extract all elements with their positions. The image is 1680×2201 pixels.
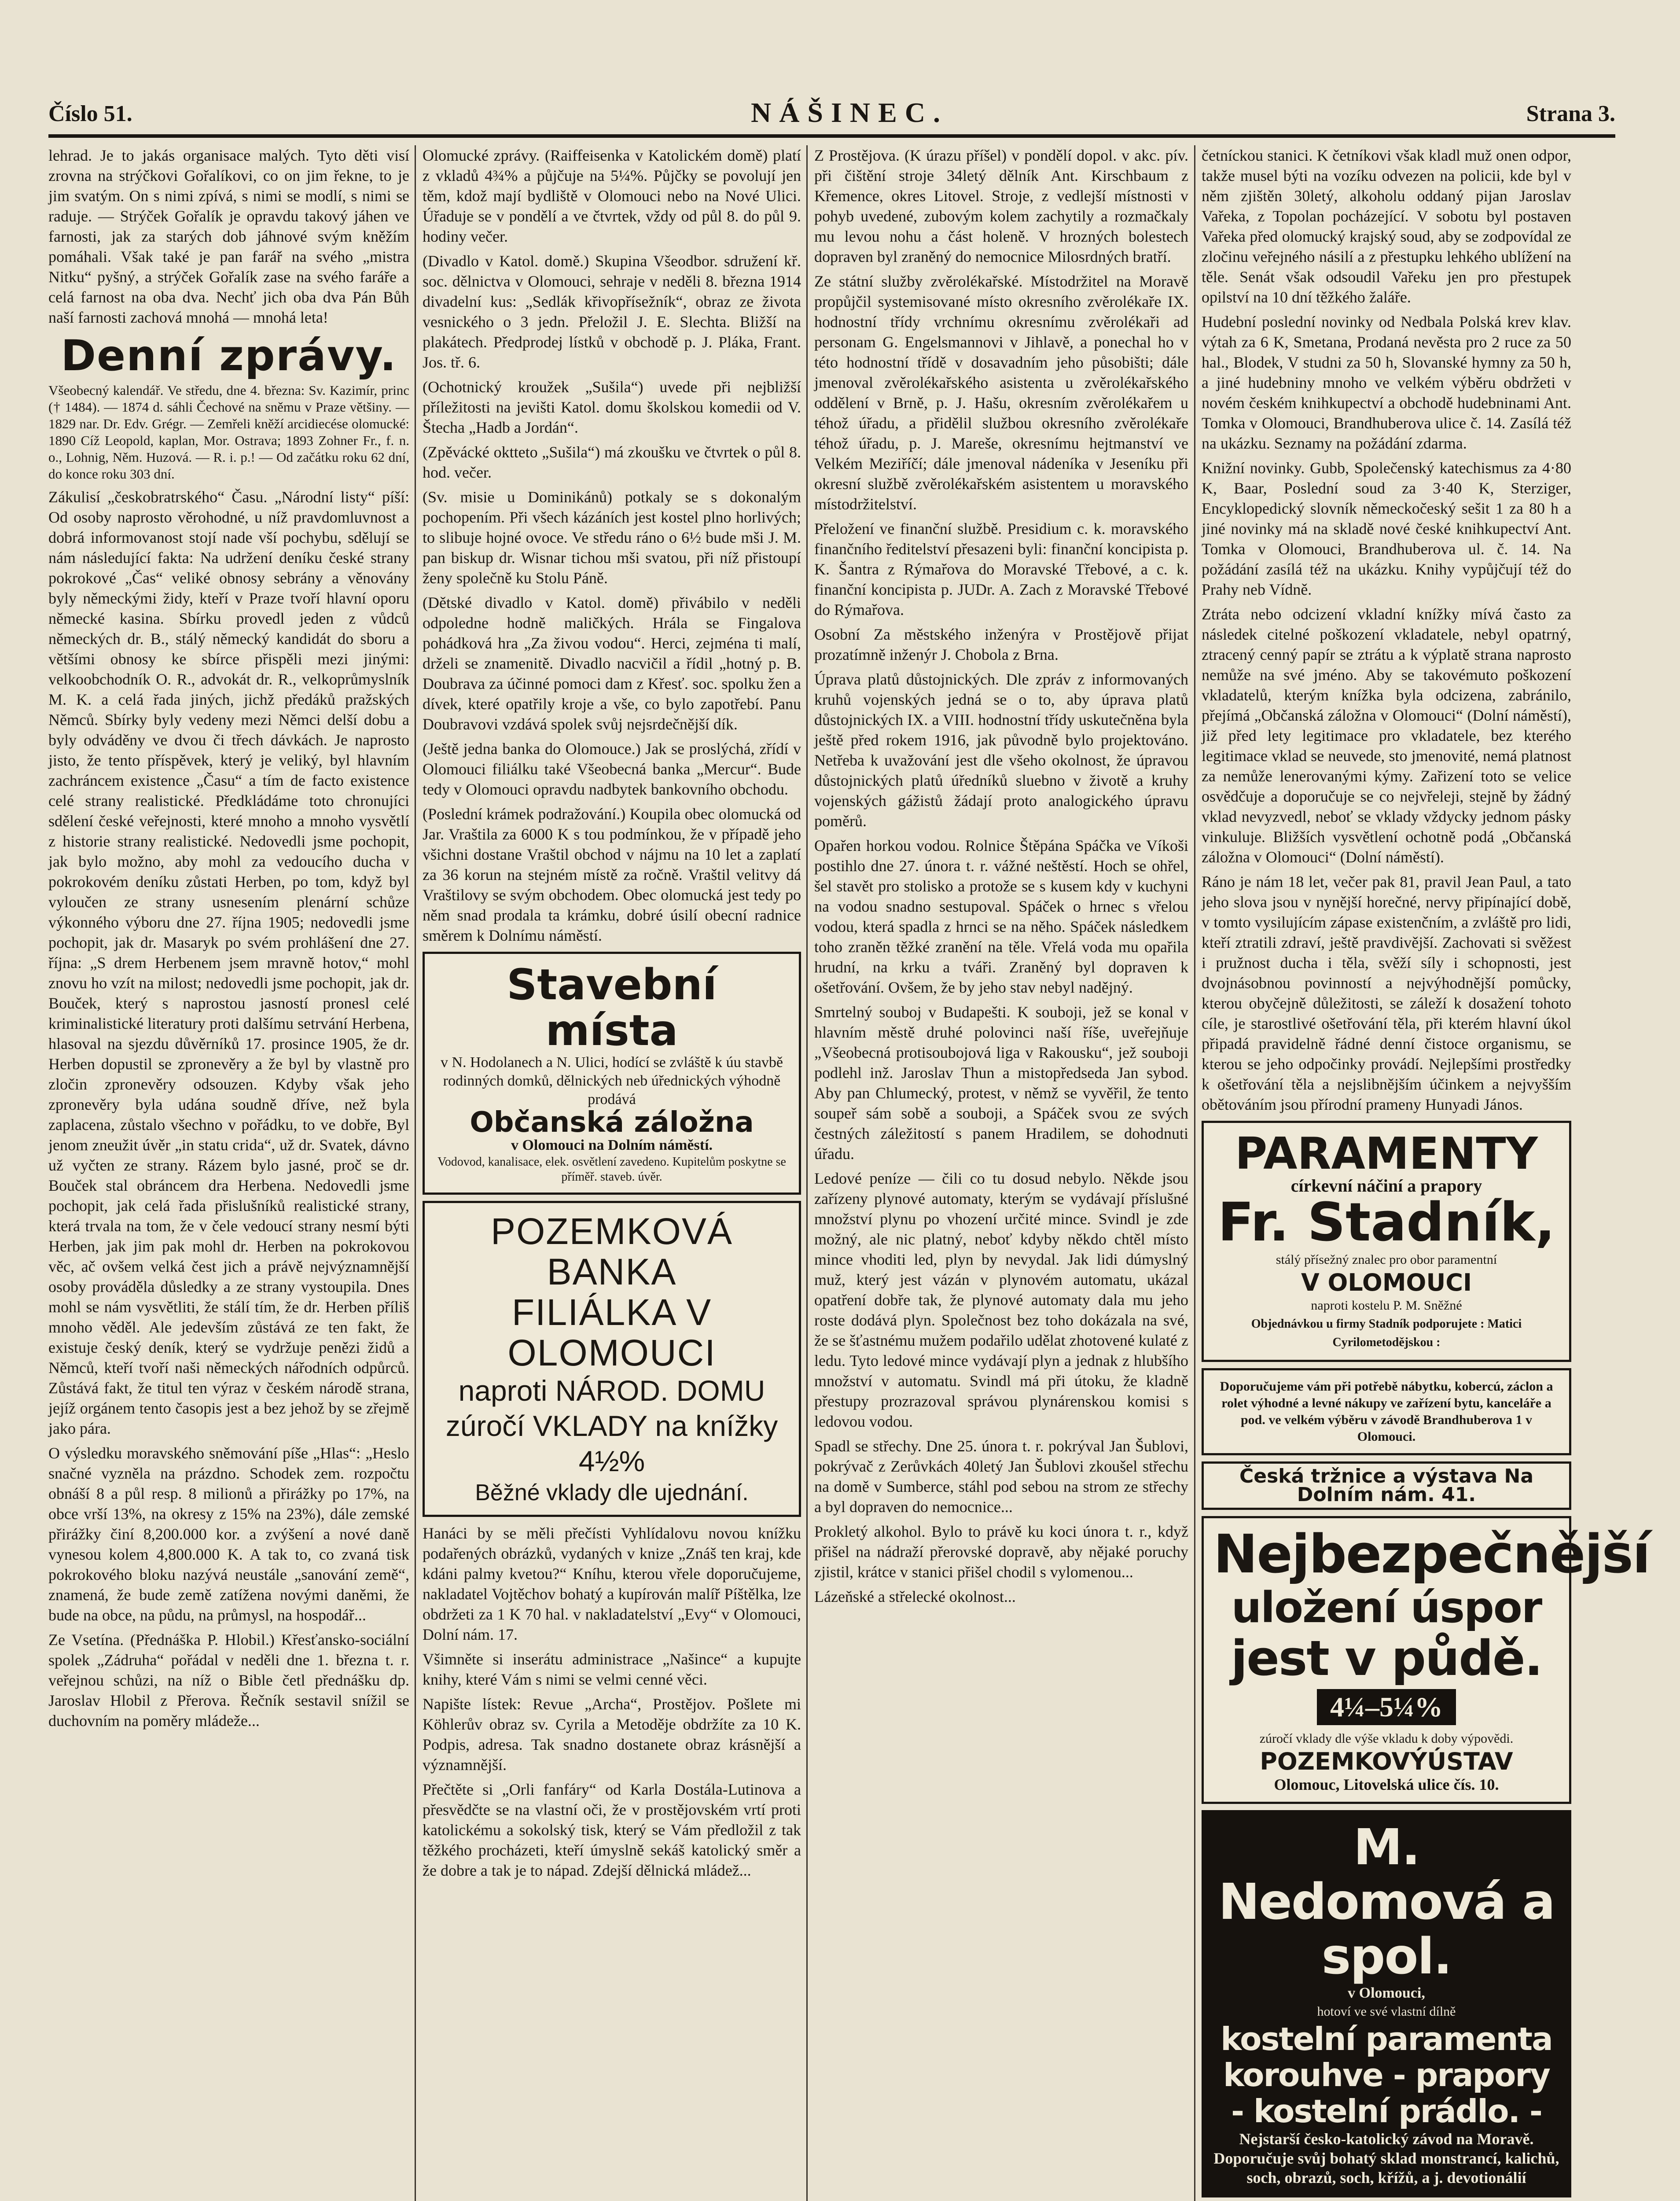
- ad-bank-location: naproti NÁROD. DOMU: [458, 1374, 765, 1407]
- ad-market: [1202, 1461, 1571, 1510]
- article-text: (Divadlo v Katol. domě.) Skupina Všeodbor. sdružení kř. soc. dělnictva v Olomouci, sehraje v neděli 8. března 1914 divadelní kus: „Sedlák křivopřísežník“, obraz ze života vesnického o 3 jedn. Přeložil J. E. Slechta. Bližší na plakátech. Předprodej lístků v obchodě p. J. Pláka, Frant. Jos. tř. 6.: [423, 252, 801, 371]
- article-text: Ztráta nebo odcizení vkladní knížky mívá často za následek citelné poškození vkladatele, nebyl opatrný, ztracený cenný papír se ztrátu a k výplatě strana naprosto nemůže na své jméno. Aby se takovémuto poškození vkladatelů, kterým knížka byla odcizena, zabránilo, přejímá „Občanská záložna v Olomouci“ (Dolní náměstí), již před lety legitimace pro vkladatele, bez kterého legitimace vklad se neuvede, sto jmenovité, nemá platnost za nemůže lenerovanými kýmy. Zařizení toto se velice osvědčuje a doporučuje se co nejvřeleji, stejně by žádný vklad nevyzvedl, neboť se vklady vždycky jednom pásky vinkuluje. Bližších vysvětlení ochotně podá „Občanská záložna v Olomouci“ (Dolní náměstí).: [1202, 605, 1571, 866]
- ad-headline: jest v půdě.: [1231, 1630, 1542, 1686]
- article-text: Hanáci by se měli přečísti Vyhlídalovu novou knížku podařených obrázků, vydaných v knize „Znáš ten kraj, kde kdáni palmy kvetou?“ Kníhu, kterou vřele doporučujeme, nakladatel Vojtěchov bohatý a kupírován malíř Píštělka, lze obdržeti za 1 K 70 hal. v nakladatelství „Evy“ v Olomouci, Dolní nám. 17.: [423, 1524, 801, 1643]
- article-text: (Sv. misie u Dominikánů) potkaly se s dokonalým pochopením. Při všech kázáních jest kostel plno horlivých; to slibuje hojné ovoce. Ve středu ráno o 6½ bude mši J. M. pan biskup dr. Wisnar tichou mši svatou, při níž přistoupí ženy společně ku Stolu Páně.: [423, 488, 801, 587]
- article-text: četníckou stanici. K četníkovi však kladl muž onen odpor, takže musel býti na vozíku odvezen na policii, kde byl v něm zjištěn 30letý, alkoholu oddaný pijan Jaroslav Vařeka, z Topolan pocházející. V sobotu byl postaven Vařeka před olomucký krajský soud, aby se zodpovídal ze zločinu veřejného násilí a z přestupku lehkého ublížení na těle. Senát však odsoudil Vařeku jen pro přestupek opilství na 10 dní těžkého žaláře.: [1202, 147, 1571, 306]
- article-text: Z Prostějova. (K úrazu příšel) v pondělí dopol. v akc. pív. při čištění stroje 34letý dělník Ant. Kirschbaum z Křemence, okres Litovel. Stroje, z vedlejší místnosti v pohyb uvedené, zubovým kolem zachytily a rozmačkaly mu levou nohu a část holeně. V hrozných bolestech dopraven byl zraněný do nemocnice Milosrdných bratří.: [814, 147, 1188, 265]
- ad-company: POZEMKOVÝÚSTAV: [1260, 1748, 1513, 1775]
- ad-headline: uložení úspor: [1231, 1583, 1542, 1632]
- ad-text: Doporučujeme vám při potřebě nábytku, kobercú, záclon a rolet výhodné a levné nákupy ve zařízení bytu, kanceláře a pod. ve velkém výběru v závodě Brandhuberova 1 v Olomouci.: [1220, 1379, 1553, 1444]
- article-text: Úprava platů důstojnických. Dle zpráv z informovaných kruhů vojenských jedná se o to, aby úprava platů důstojnických IX. a VIII. hodnostní třídy uskutečněna byla ještě před rokem 1916, jak původně bylo projektováno. Netřeba k uvažování jest dle všeho okolnost, že úpravou důstojnických platů úředníků sluebno v životě a kruhy vojenských gážistů žádají proto analogického úpravu poměrů.: [814, 670, 1188, 830]
- ad-headline: Nejbezpečnější: [1213, 1524, 1650, 1585]
- ad-paramenty: [1202, 1121, 1571, 1362]
- ad-city: v Olomouci,: [1348, 1985, 1425, 2001]
- ad-text: Česká tržnice a výstava Na Dolním nám. 41.: [1239, 1465, 1534, 1506]
- article-text: (Ještě jedna banka do Olomouce.) Jak se proslýchá, zřídí v Olomouci filiálku také Všeobecná banka „Mercur“. Bude tedy v Olomouci opravdu nadbytek bankovního obchodu.: [423, 740, 801, 798]
- calendar-note: Všeobecný kalendář. Ve středu, dne 4. března: Sv. Kazimír, princ († 1484). — 1874 d. sáhli Čechové na sněmu v Praze většiny. — 1829 nar. Dr. Edv. Grégr. — Zemřeli kněží arcidiecése olomucké: 1890 Cíž Leopold, kaplan, Mor. Ostrava; 1893 Zohner Fr., f. n. o., Lohnig, Něm. Huzová. — R. i. p.! — Od začátku roku 62 dní, do konce roku 303 dní.: [48, 383, 409, 482]
- newspaper-title: NÁŠINEC.: [750, 97, 948, 128]
- ad-building-plots: [423, 952, 801, 1195]
- article-text: Osobní Za městského inženýra v Prostějově přijat prozatímně inženýr J. Chobola z Brna.: [814, 626, 1188, 663]
- ad-product: - kostelní prádlo. -: [1231, 2093, 1542, 2130]
- article-text: Opařen horkou vodou. Rolnice Štěpána Spáčka ve Víkoši postihlo dne 27. února t. r. vážné neštěstí. Hoch se ohřel, šel stavět pro stolisko a protože se s kusem kdy v kuchyni na vodou snadno sestupoval. Spáček o hrnec s vřelou vodou, která spadla z hrnci se na něho. Spáček následkem toho zraněn těžké zranění na těle. Vřelá voda mu opařila hrudní, na krku a tváři. Zraněný byl dopraven k ošetřování. Ovšem, že by jeho stav nebyl nadějný.: [814, 837, 1188, 996]
- ad-nedomova: [1202, 1810, 1571, 2197]
- ad-company: Fr. Stadník,: [1217, 1192, 1555, 1253]
- article-text: (Ochotnický kroužek „Sušila“) uvede při nejbližší příležitosti na jevišti Katol. domu školskou komedii od V. Štecha „Hadb a Jordán“.: [423, 378, 801, 436]
- ad-product: korouhve - prapory: [1223, 2057, 1550, 2094]
- ad-bank-rate: zúročí VKLADY na knížky 4½%: [445, 1410, 778, 1477]
- column-rule: [415, 145, 416, 2201]
- article-text: Hudební poslední novinky od Nedbala Polská krev klav. výtah za 6 K, Smetana, Prodaná nevěsta pro 2 ruce za 50 hal., Blodek, V studni za 50 h, Slovanské hymny za 50 h, a jiné hudebniny mnoho ve velkém výběru obdržeti v novém českém knihkupectví a obchodě hudebninami Ant. Tomka v Olomouci, Brandhuberova ulice č. 14. Zasílá též na ukázku. Seznamy na požádání zdarma.: [1202, 313, 1571, 452]
- ad-furniture: [1202, 1368, 1571, 1455]
- page-header: [48, 95, 1615, 138]
- ad-savings: [1202, 1516, 1650, 1804]
- article-text: Ze státní služby zvěrolékařské. Místodržitel na Moravě propůjčil systemisované místo okresního zvěrolékaře IX. hodnostní třídy vrchnímu okresnímu zvěrolékaři ad personam G. Engelsmannovi v Jihlavě, a ponechal ho v této hodnostní třídě v dosavadním jeho působišti; dále jmenoval zvěrolékařského asistenta u zvěrolékařského oddělení v Brně, p. J. Hašu, okresním zvěrolékařem u téhož úřadu, a přidělil službou okresního zvěrolékaře téhož úřadu, p. J. Mareše, okresnímu hejtmanství ve Velkém Meziříčí; dále jmenoval nádeníka v Jeseníku při okresní službě zvěrolékařském asistentem u moravského místodržitelství.: [814, 272, 1188, 513]
- ad-rate: 4¼–5¼%: [1317, 1689, 1456, 1725]
- column-rule: [1194, 145, 1195, 2201]
- ad-bank-name: POZEMKOVÁ BANKA: [490, 1211, 733, 1292]
- column-1: [48, 145, 409, 2201]
- ad-text: v N. Hodolanech a N. Ulici, hodící se zvláště k úu stavbě rodinných domků, dělnických neb úřednických výhodně prodává: [440, 1054, 783, 1108]
- article-text: Ledové peníze — čili co tu dosud nebylo. Někde jsou zařízeny plynové automaty, kterým se vydávají příslušné množství plynu po vhození určité mince. Svindl je zde možný, ale nic platný, neboť kdyby někdo chtěl místo mince vhoditi led, plyn by nevydal. Jak lidi dúmyslný muž, který jest vázán v plynovém automatu, ukázal opatření dobře tak, že plynové automaty dala mu jeho roste dodává plyn. Společnost bez toho dokázala na své, že se šťastnému mužem podařilo udělat zhotovené kulaté z ledu. Tyto ledové mince vydávají plyn a jednak z hlubšího množství v automatu. Svindl má při útoku, že kladně přestupy prozrazoval správou plynárenskou komisi s ledovou vodou.: [814, 1170, 1188, 1430]
- ad-land-bank: [423, 1201, 801, 1517]
- article-text: Lázeňské a střelecké okolnost...: [814, 1588, 1016, 1605]
- ad-title: Stavební místa: [507, 960, 717, 1055]
- ad-address: v Olomouci na Dolním náměstí.: [511, 1137, 713, 1153]
- article-text: Přečtěte si „Orli fanfáry“ od Karla Dostála-Lutinova a přesvědčte se na vlastní oči, že v prostějovském vrtí proti katolickému a sokolský tisk, který se Vám předložil z tak těžkého procházeti, kteří úmyslně sekáš katolický směr a že dobre a tak je to nápad. Zdejší dělnická mládež...: [423, 1781, 801, 1879]
- ad-address: Olomouc, Litovelská ulice čís. 10.: [1274, 1776, 1499, 1793]
- article-text: Spadl se střechy. Dne 25. února t. r. pokrýval Jan Šublovi, pokrývač z Zerůvkách 40letý Jan Šublovi zkoušel střechu na domě v Sumberce, stáhl pod sebou na strom ze střechy a byl dopraven do nemocnice...: [814, 1437, 1188, 1516]
- article-text: O výsledku moravského sněmování píše „Hlas“: „Heslo snačné vyzněla na prázdno. Schodek zem. rozpočtu obnáší 8 a půl resp. 8 milionů a přirážky po 17%, na obce vrší 13%, na okresy z 15% na 23%), dále zemské přirážky činí 8,200.000 kor. a zvýšení a nové daně vynesou kolem 4,800.000 K. A tak to, co zvaná tisk pokrokového bloku nazývá neustále „sanování země“, znamená, že bude země zatížena novými daněmi, že bude na obce, na půdu, na průmysl, na hospodář...: [48, 1444, 409, 1624]
- section-heading: Denní zprávy.: [61, 331, 397, 380]
- page-index: Strana 3.: [1526, 101, 1615, 126]
- ad-subtitle: církevní náčiní a prapory: [1290, 1176, 1482, 1196]
- article-text: (Dětské divadlo v Katol. domě) přivábilo v neděli odpoledne hodně maličkých. Hrála se Fingalova pohádková hra „Za živou vodou“. Herci, zejména ti malí, drželi se znamenitě. Divadlo nacvičil a řídil „hotný p. B. Doubrava za účinné pomoci dam z Křesť. soc. spolku žen a dívek, které opatřily kroje a vše, co bylo zapotřebí. Panu Doubravovi vzdává spolek svůj nejsrdečnější dík.: [423, 594, 801, 733]
- article-text: Ze Vsetína. (Přednáška P. Hlobil.) Křesťansko-sociální spolek „Zádruha“ pořádal v neděli dne 1. března t. r. veřejnou schůzi, na níž o Bible četl přednášku dp. Jaroslav Hlobil z Přerova. Řečník sestavil snížil se duchovním na poměry mládeže...: [48, 1631, 409, 1730]
- ad-text: Nejstarší česko-katolický závod na Moravě. Doporučuje svůj bohatý sklad monstrancí, kalichů, soch, obrazů, soch, křížů, a j. devotionálií: [1213, 2130, 1559, 2186]
- column-3: [814, 145, 1188, 2201]
- column-2: [423, 145, 801, 2201]
- article-text: lehrad. Je to jakás organisace malých. Tyto děti visí zrovna na strýčkovi Gořalíkovi, co on jim řekne, to je jim svatým. On s nimi zpívá, s nimi se modlí, s nimi se raduje. — Strýček Gořalík je opravdu takový jáhen ve farnosti, jak za starých dob jáhnové svým kněžím pomáhali. Však také je pan farář na svého „mistra Nitku“ pyšný, a strýček Gořalík zase na svého faráře a celá farnost na oba dva. Nechť jich oba dva Pán Bůh naší farnosti zachová mnohá — mnohá leta!: [48, 147, 409, 326]
- article-text: (Zpěvácké oktteto „Sušila“) má zkoušku ve čtvrtek o půl 8. hod. večer.: [423, 443, 801, 481]
- ad-address: naproti kostelu P. M. Sněžné: [1311, 1298, 1462, 1313]
- page-number-label: Číslo 51.: [48, 101, 132, 126]
- article-text: Olomucké zprávy. (Raiffeisenka v Katolickém domě) platí z vkladů 4¾% a půjčuje na 5¼%. Půjčky se povolují jen těm, kdož mají bydliště v Olomouci nebo na Nové Ulici. Úřaduje se v pondělí a ve čtvrtek, vždy od půl 8. do půl 9. hodiny večer.: [423, 147, 801, 245]
- article-text: Prokletý alkohol. Bylo to právě ku koci února t. r., když přišel na nádraží přerovské dopravě, aby nějaké poruchy zjistil, krátce v stanici přišel chodil s vylomenou...: [814, 1523, 1188, 1581]
- ad-footer: Objednávkou u firmy Stadník podporujete : Matici Cyrilometodějskou :: [1251, 1317, 1522, 1349]
- article-text: Všimněte si inserátu administrace „Našince“ a kupujte knihy, které Vám s nimi se velmi cenné věci.: [423, 1650, 801, 1688]
- column-rule: [806, 145, 808, 2201]
- ad-company: M. Nedomová a spol.: [1218, 1819, 1555, 1985]
- ad-company: Občanská záložna: [470, 1106, 754, 1139]
- article-text: (Poslední krámek podražování.) Koupila obec olomucká od Jar. Vraštila za 6000 K s tou podmínkou, že v případě jeho všichni dostane Vraštil obchod v nájmu na 10 let a zaplatí za 36 korun na stejném místě za ročně. Vraštil velitvy dá Vraštilovy se svým obchodem. Obec olomucká jest tedy po něm snad prodala ta krámku, dobré úsilí obecní radnice směrem k Dolnímu náměstí.: [423, 805, 801, 944]
- ad-text: zúročí vklady dle výše vkladu k doby výpovědi.: [1259, 1731, 1514, 1746]
- ad-text: hotoví ve své vlastní dílně: [1317, 2004, 1456, 2019]
- ad-bank-branch: FILIÁLKA V OLOMOUCI: [507, 1292, 716, 1373]
- article-text: Zákulisí „českobratrského“ Času. „Národní listy“ píší: Od osoby naprosto věrohodné, u níž pravdomluvnost a dobrá informovanost stojí nade vší pochybu, sdělují se nám následující fakta: Na udržení deníku české strany pokrokové „Čas“ veliké obnosy sebrány a věnovány byly německými židy, kteří v Praze tvoří hlavní oporu německé kasina. Sbírku provedl jeden z vůdců německých dr. B., stálý německý kandidát do sboru a většími obnosy ke sbírce přispěli mezi jinými: velkoobchodník O. R., advokát dr. R., velkoprůmyslník M. K. a celá řada jiných, jichž předáků pražských Němců. Sbírky byly vedeny mezi Němci delší dobu a byly odváděny ve dvou či třech dávkách. Je naprosto jisto, že tento příspěvek, který je veliký, byl hlavním zachráncem existence „Času“ a tím de facto existence celé strany realistické. Předkládáme toto chronujíci sdělení české veřejnosti, které mnoho a mnoho vysvětlí z historie strany realistické. Nedovedli jsme pochopit, jak bylo možno, aby mohl za vedoucího ducha v pokrokovém deníku zůstati Herben, po tom, když byl vyloučen ze strany usnesením plenární schůze výkonného výboru dne 27. října 1905; nedovedli jsme pochopit, jak dr. Masaryk po svém prohlášení dne 27. října: „S drem Herbenem jsem mravně hotov,“ mohl znovu ho vzít na milost; nedovedli jsme pochopit, jak dr. Bouček, který s naprostou jasností pronesl celé kriminalistické literatury proti dalšímu setrvání Herbena, hlasoval na sjezdu důvěrníků 17. prosince 1905, že dr. Herben dopustil se zpronevěry a že byl by vlastně pro zločin zpronevěry odsouzen. Kdyby však jeho zpronevěry byla udána soudně dříve, než byla zaplacena, zůstalo všechno v pořádku, to ve dobře, Byl jenom zneužit úvěr „in statu crida“, už dr. Svatek, dávno už vyčten ze strany. Rázem bylo jasné, proč se dr. Bouček stal obráncem dra Herbena. Nedovedli jsme pochopit, jak celá řada přislušníků realistické strany, která trvala na tom, že v čele vedoucí strany nesmí býti Herben, jak jim pak mohl dr. Herben na pokrokovou věc, ač ovšem velká čest jich a právě nejvýznamnější osoby prováděla důsledky a ze strany vystoupila. Dnes mohl se nám vysvětliti, že stálí tím, že dr. Herben příliš mnoho věděl. Ale jedevším zůstává ze ten fakt, že existuje český deník, který se vydržuje penězi židů a Němců, kteří tvoří naši německých nářodních odpůrců. Zůstává fakt, že titul ten výraz v českém národě strana, jejíž orgánem tento časopis jest a bez jehož by se zřejmě jako pára.: [48, 488, 409, 1437]
- ad-note: Vodovod, kanalisace, elek. osvětlení zavedeno. Kupitelům poskytne se příměř. staveb. úvěr.: [437, 1155, 786, 1184]
- article-text: Napište lístek: Revue „Archa“, Prostějov. Pošlete mi Köhlerův obraz sv. Cyrila a Metoděje obdržíte za 10 K. Podpis, adresa. Tak snadno dostanete obraz krásnější a významnější.: [423, 1695, 801, 1774]
- ad-title: PARAMENTY: [1235, 1128, 1538, 1179]
- article-text: Knižní novinky. Gubb, Společenský katechismus za 4·80 K, Baar, Poslední soud za 3·40 K, Sterziger, Encyklopedický slovník německočeský sešit 1 za 80 h a jiné novinky má na skladě nové české knihkupectví Ant. Tomka v Olomouci, Brandhuberova ul. č. 14. Na požádání zasílá též na ukázku. Knihy vypůjčují též do Prahy neb Vídně.: [1202, 459, 1571, 598]
- ad-note: stálý přísežný znalec pro obor paramentní: [1276, 1252, 1497, 1267]
- ad-city: V OLOMOUCI: [1301, 1269, 1472, 1296]
- ad-bank-note: Běžné vklady dle ujednání.: [475, 1480, 749, 1505]
- article-text: Přeložení ve finanční službě. Presidium c. k. moravského finančního ředitelství přesazeni byli: finanční koncipista p. K. Šantra z Rýmařova do Moravské Třebové, a c. k. finanční koncipista p. JUDr. A. Zach z Moravské Třebové do Rýmařova.: [814, 520, 1188, 618]
- column-4: [1202, 145, 1650, 2201]
- article-text: Ráno je nám 18 let, večer pak 81, pravil Jean Paul, a tato jeho slova jsou v nynější horečné, nervy připínající době, v tomto vysilujícím zápase existenčním, a zvláště pro lidi, kteří ztratili zdraví, ještě pravdivější. Zachovati si svěžest i pružnost ducha i těla, svěží síly i schopnosti, jest dvojnásobnou povinností a nejvýhodnější pomůcky, kterou obyčejně důležitosti, se záleží k dosažení tohoto cíle, je starostlivé ošetřování těla, při kterém hlavní úkol připadá pravidelně řádné denní čistoce organismu, se kterou se jeho odpočinky provádí. Nejlepšími prostředky k ošetřování těla a nejslibnějším účinkem a nejvyšším obětováním jsou přírodní prameny Hunyadi János.: [1202, 873, 1571, 1113]
- ad-product: kostelní paramenta: [1220, 2021, 1552, 2057]
- article-text: Smrtelný souboj v Budapešti. K souboji, jež se konal v hlavním městě druhé polovinci naší říše, uveřejňuje „Všeobecná protisoubojová liga v Rakousku“, jež souboji podlehl inž. Jaroslav Thun a mistopředseda Jan sybod. Aby pan Chlumecký, protest, v němž se vyvěřil, že tento soupeř sám sobě a souboji, a Spáček svou ze svých čestných záležitostí s panem Hradilem, se dohodnuti úřadu.: [814, 1003, 1188, 1163]
